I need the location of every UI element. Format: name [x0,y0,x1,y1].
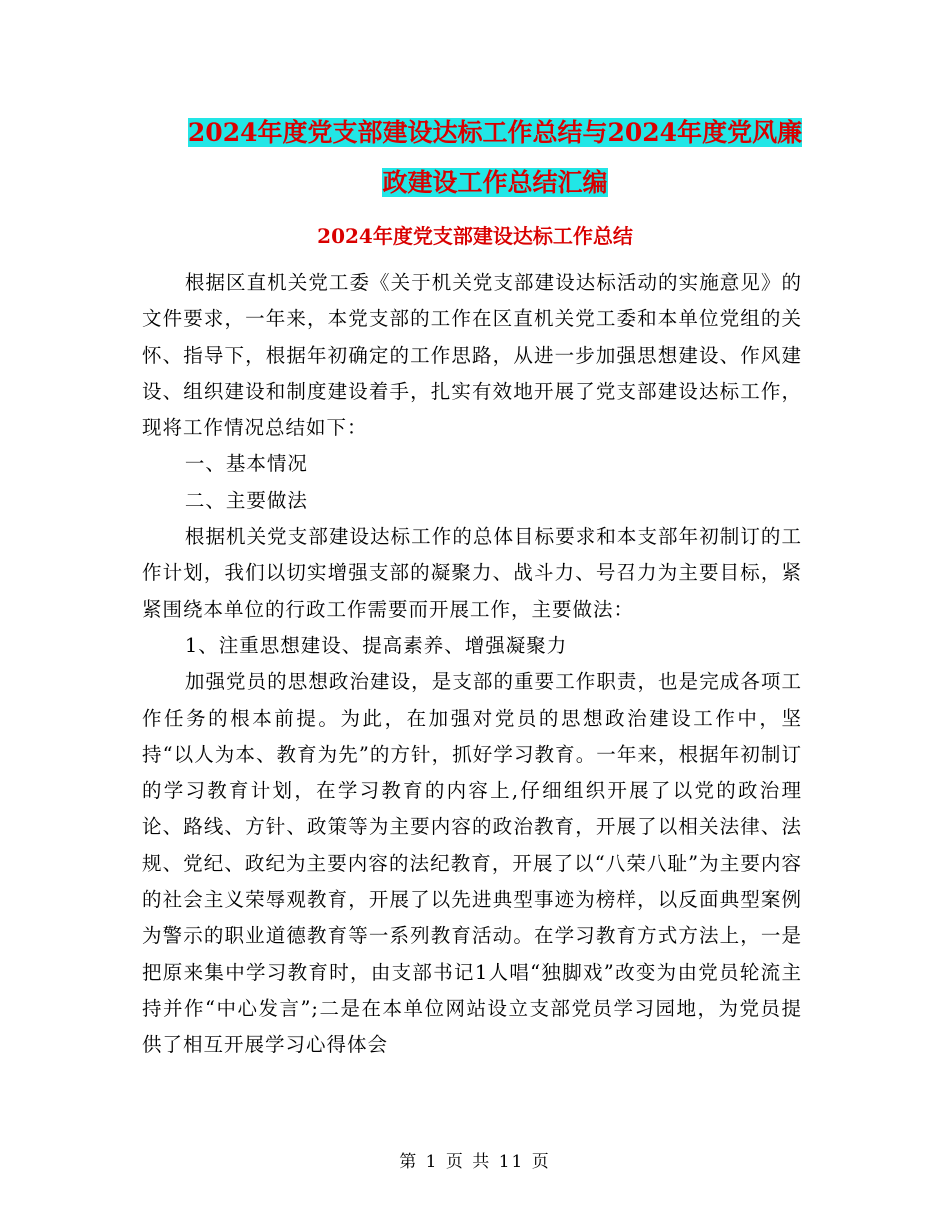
document-body [142,265,802,1064]
document-title-line-1: 2024年度党支部建设达标工作总结与2024年度党风廉 [187,118,803,147]
paragraph-practices-intro: 根据机关党支部建设达标工作的总体目标要求和本支部年初制订的工作计划，我们以切实增强支部的凝聚力、战斗力、号召力为主要目标，紧紧围绕本单位的行政工作需要而开展工作，主要做法： [142,525,802,621]
heading-ideological-building: 1、注重思想建设、提高素养、增强凝聚力 [184,633,568,657]
page-number-footer: 第 1 页 共 11 页 [399,1152,551,1172]
paragraph-intro: 根据区直机关党工委《关于机关党支部建设达标活动的实施意见》的文件要求，一年来，本党支部的工作在区直机关党工委和本单位党组的关怀、指导下，根据年初确定的工作思路，从进一步加强思想建设、作风建设、组织建设和制度建设着手，扎实有效地开展了党支部建设达标工作，现将工作情况总结如下： [142,271,802,440]
heading-basic-situation: 一、基本情况 [184,452,308,476]
paragraph-ideological-building: 加强党员的思想政治建设，是支部的重要工作职责，也是完成各项工作任务的根本前提。为此，在加强对党员的思想政治建设工作中，坚持“以人为本、教育为先”的方针，抓好学习教育。一年来，根据年初制订的学习教育计划，在学习教育的内容上,仔细组织开展了以党的政治理论、路线、方针、政策等为主要内容的政治教育，开展了以相关法律、法规、党纪、政纪为主要内容的法纪教育，开展了以“八荣八耻”为主要内容的社会主义荣辱观教育，开展了以先进典型事迹为榜样，以反面典型案例为警示的职业道德教育等一系列教育活动。在学习教育方式方法上，一是把原来集中学习教育时，由支部书记1人唱“独脚戏”改变为由党员轮流主持并作“中心发言”;二是在本单位网站设立支部党员学习园地，为党员提供了相互开展学习心得体会 [142,670,802,1057]
document-title-line-2: 政建设工作总结汇编 [382,168,608,197]
section-title: 2024年度党支部建设达标工作总结 [317,224,633,248]
document-title [140,108,850,208]
heading-main-practices: 二、主要做法 [184,488,308,512]
